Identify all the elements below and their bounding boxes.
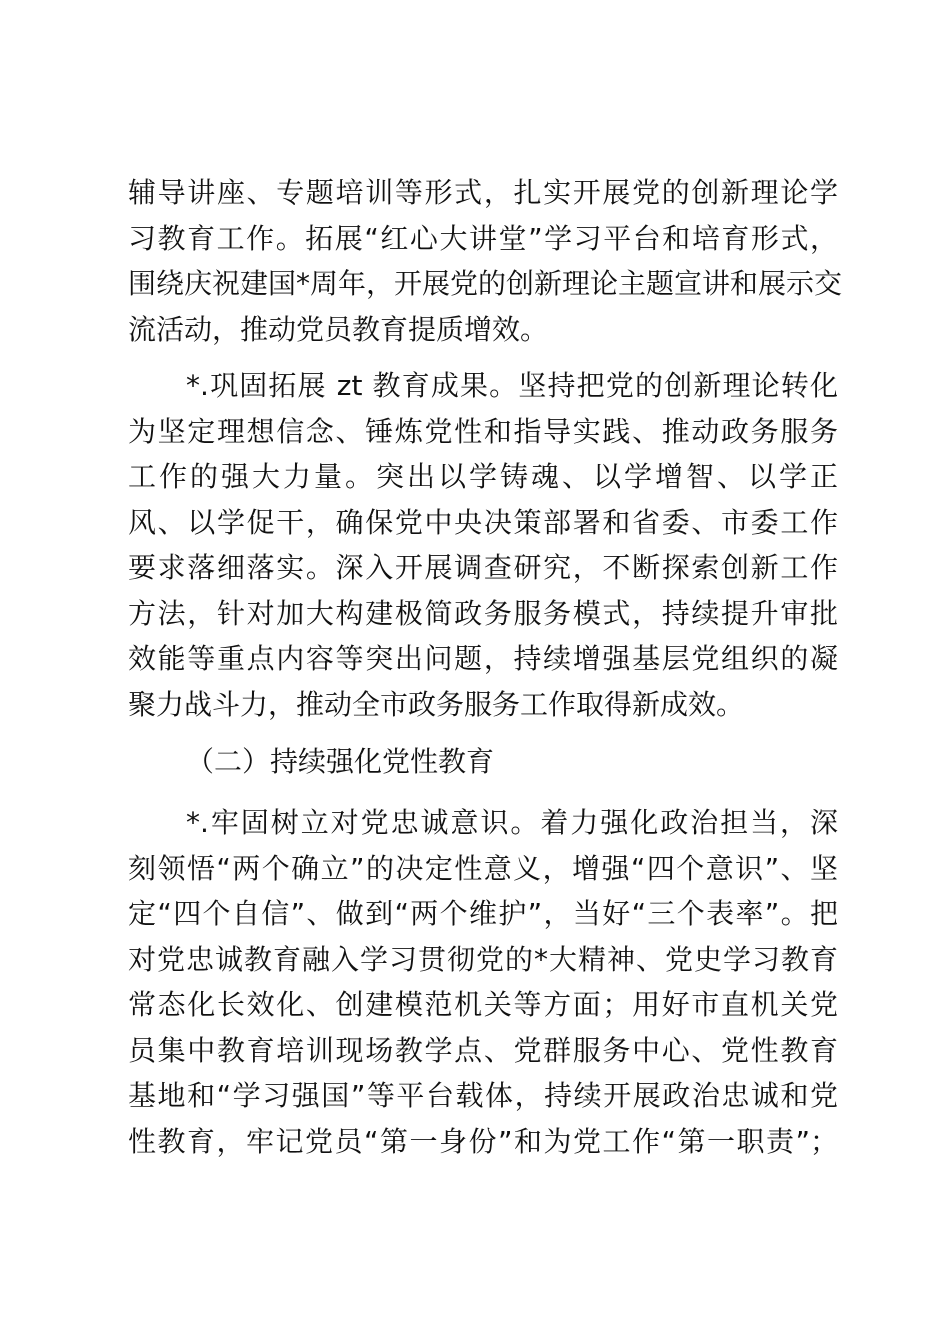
paragraph-line: 常态化长效化、创建模范机关等方面；用好市直机关党 xyxy=(128,988,838,1021)
paragraph-line: 对党忠诚教育融入学习贯彻党的*大精神、党史学习教育 xyxy=(128,942,838,976)
section-heading xyxy=(128,739,838,785)
paragraph-line: 流活动，推动党员教育提质增效。 xyxy=(128,312,549,346)
paragraph-line: 要求落细落实。深入开展调查研究，不断探索创新工作 xyxy=(128,551,838,584)
paragraph-line: 聚力战斗力，推动全市政务服务工作取得新成效。 xyxy=(128,687,745,721)
paragraph-line: 工作的强大力量。突出以学铸魂、以学增智、以学正 xyxy=(128,460,838,493)
paragraph-line: *.巩固拓展 zt 教育成果。坚持把党的创新理论转化 xyxy=(186,369,838,402)
paragraph-line: 刻领悟“两个确立”的决定性意义，增强“四个意识”、坚 xyxy=(128,851,838,885)
paragraph-line: 定“四个自信”、做到“两个维护”，当好“三个表率”。把 xyxy=(128,897,838,930)
paragraph-3 xyxy=(128,800,838,1164)
paragraph-line: 性教育，牢记党员“第一身份”和为党工作“第一职责”； xyxy=(128,1124,838,1158)
paragraph-line: 方法，针对加大构建极简政务服务模式，持续提升审批 xyxy=(128,596,838,630)
paragraph-line: 习教育工作。拓展“红心大讲堂”学习平台和培育形式， xyxy=(128,221,838,255)
paragraph-line: 风、以学促干，确保党中央决策部署和省委、市委工作 xyxy=(128,505,838,539)
paragraph-line: 效能等重点内容等突出问题，持续增强基层党组织的凝 xyxy=(128,642,838,675)
paragraph-line: 辅导讲座、专题培训等形式，扎实开展党的创新理论学 xyxy=(128,176,838,209)
paragraph-line: 围绕庆祝建国*周年，开展党的创新理论主题宣讲和展示交 xyxy=(128,267,843,300)
paragraph-1 xyxy=(128,170,843,352)
paragraph-line: 员集中教育培训现场教学点、党群服务中心、党性教育 xyxy=(128,1033,838,1067)
paragraph-line: *.牢固树立对党忠诚意识。着力强化政治担当，深 xyxy=(186,806,838,839)
paragraph-line: 基地和“学习强国”等平台载体，持续开展政治忠诚和党 xyxy=(128,1079,838,1112)
paragraph-2 xyxy=(128,363,838,727)
section-heading-text: （二）持续强化党性教育 xyxy=(186,745,495,778)
paragraph-line: 为坚定理想信念、锤炼党性和指导实践、推动政务服务 xyxy=(128,414,838,448)
